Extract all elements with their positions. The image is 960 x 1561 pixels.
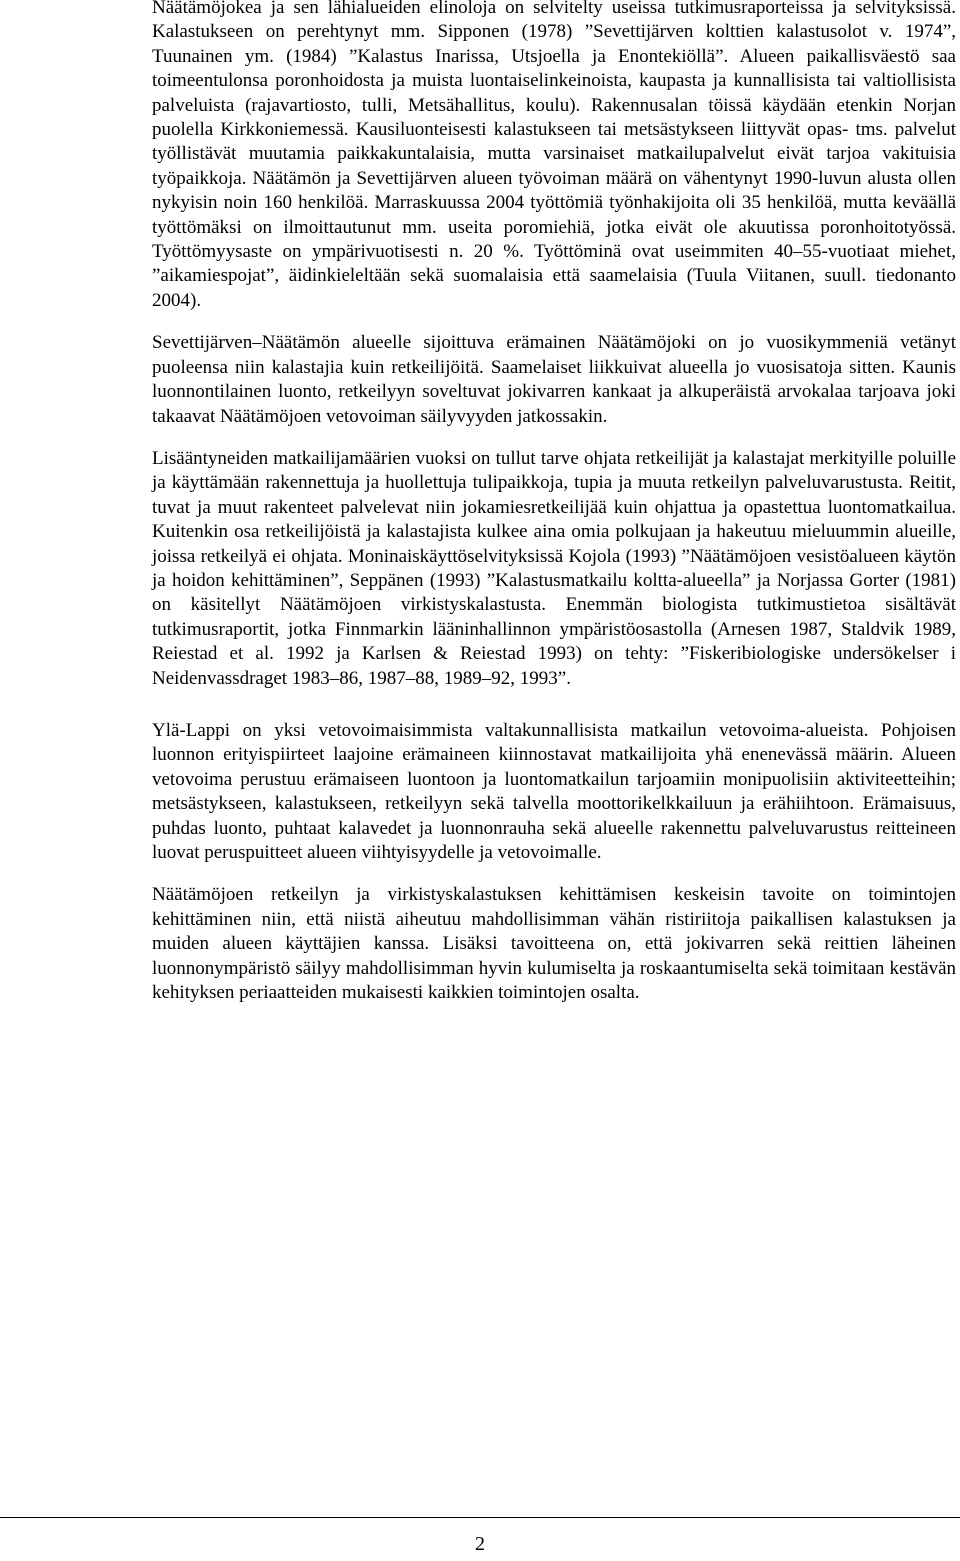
document-page [152,0,956,1023]
footer-divider [0,1517,960,1518]
paragraph-3: Lisääntyneiden matkailijamäärien vuoksi on tullut tarve ohjata retkeilijät ja kalastajat merkityille poluille ja käyttämään rakennettuja ja huollettuja tulipaikkoja, tupia ja muuta retkeilyn palveluvarustusta. Reitit, tuvat ja muut rakenteet palvelevat niin jokamiesretkeilijää kuin ohjattua ja opastettua luontomatkailua. Kuitenkin osa retkeilijöistä ja kalastajista kulkee aina omia polkujaan ja hakeutuu mieluummin alueille, joissa retkeilyä ei ohjata. Moninaiskäyttöselvityksissä Kojola (1993) ”Näätämöjoen vesistöalueen käytön ja hoidon kehittäminen”, Seppänen (1993) ”Kalastusmatkailu koltta-alueella” ja Norjassa Gorter (1981) on käsitellyt Näätämöjoen virkistyskalastusta. Enemmän biologista tutkimustietoa sisältävät tutkimusraportit, jotka Finnmarkin lääninhallinnon ympäristöosastolla (Arnesen 1987, Staldvik 1989, Reiestad et al. 1992 ja Karlsen & Reiestad 1993) on tehty: ”Fiskeribiologiske undersökelser i Neidenvassdraget 1983–86, 1987–88, 1989–92, 1993”. [152,447,956,689]
paragraph-5: Näätämöjoen retkeilyn ja virkistyskalastuksen kehittämisen keskeisin tavoite on toimintojen kehittäminen niin, että niistä aiheutuu mahdollisimman vähän ristiriitoja paikallisen kalastuksen ja muiden alueen käyttäjien kanssa. Lisäksi tavoitteena on, että jokivarren sekä reittien läheinen luonnonympäristö säilyy mahdollisimman hyvin kulumiselta ja roskaantumiselta sekä toimitaan kestävän kehityksen periaatteiden mukaisesti kaikkien toimintojen osalta. [152,884,956,1004]
paragraph-1: Näätämöjokea ja sen lähialueiden elinoloja on selvitelty useissa tutkimusraporteissa ja selvityksissä. Kalastukseen on perehtynyt mm. Sipponen (1978) ”Sevettijärven kolttien kalastusolot v. 1974”, Tuunainen ym. (1984) ”Kalastus Inarissa, Utsjoella ja Enontekiöllä”. Alueen paikallisväestö saa toimeentulonsa poronhoidosta ja muista luontaiselinkeinoista, kaupasta ja kunnallisista tai valtiollisista palveluista (rajavartiosto, tulli, Metsähallitus, koulu). Rakennusalan töissä käydään etenkin Norjan puolella Kirkkoniemessä. Kausiluonteisesti kalastukseen tai metsästykseen liittyvät opas- tms. palvelut työllistävät muutamia paikkakuntalaisia, mutta varsinaiset matkailupalvelut eivät tarjoa vakituisia työpaikkoja. Näätämön ja Sevettijärven alueen työvoiman määrä on vähentynyt 1990-luvun alusta ollen nykyisin noin 160 henkilöä. Marraskuussa 2004 työttömiä työnhakijoita oli 35 henkilöä, mutta keväällä työttömäksi on ilmoittautunut mm. useita poromiehiä, jotka eivät ole akuutissa poronhoitotyössä. Työttömyysaste on ympärivuotisesti n. 20 %. Työttöminä ovat useimmiten 40–55-vuotiaat miehet, ”aikamiespojat”, äidinkieleltään sekä suomalaisia että saamelaisia (Tuula Viitanen, suull. tiedonanto 2004). [152,0,956,311]
paragraph-2: Sevettijärven–Näätämön alueelle sijoittuva erämainen Näätämöjoki on jo vuosikymmeniä vetänyt puoleensa niin kalastajia kuin retkeilijöitä. Saamelaiset liikkuivat alueella jo vuosisatoja sitten. Kaunis luonnontilainen luonto, retkeilyyn soveltuvat jokivarren kankaat ja alkuperäistä arvokalaa tarjoava joki takaavat Näätämöjoen vetovoiman säilyvyyden jatkossakin. [152,332,956,427]
paragraph-4: Ylä-Lappi on yksi vetovoimaisimmista valtakunnallisista matkailun vetovoima-alueista. Pohjoisen luonnon erityispiirteet laajoine erämaineen kiinnostavat matkailijoita yhä enenevässä määrin. Alueen vetovoima perustuu erämaiseen luontoon ja luontomatkailun tarjoamiin monipuolisiin aktiviteetteihin; metsästykseen, kalastukseen, retkeilyyn sekä talvella moottorikelkkailuun ja erähiihtoon. Erämaisuus, puhdas luonto, puhtaat kalavedet ja luonnonrauha sekä alueelle rakennettu palveluvarustus reitteineen luovat peruspuitteet alueen viihtyisyydelle ja vetovoimalle. [152,719,956,863]
page-number: 2 [475,1533,485,1555]
